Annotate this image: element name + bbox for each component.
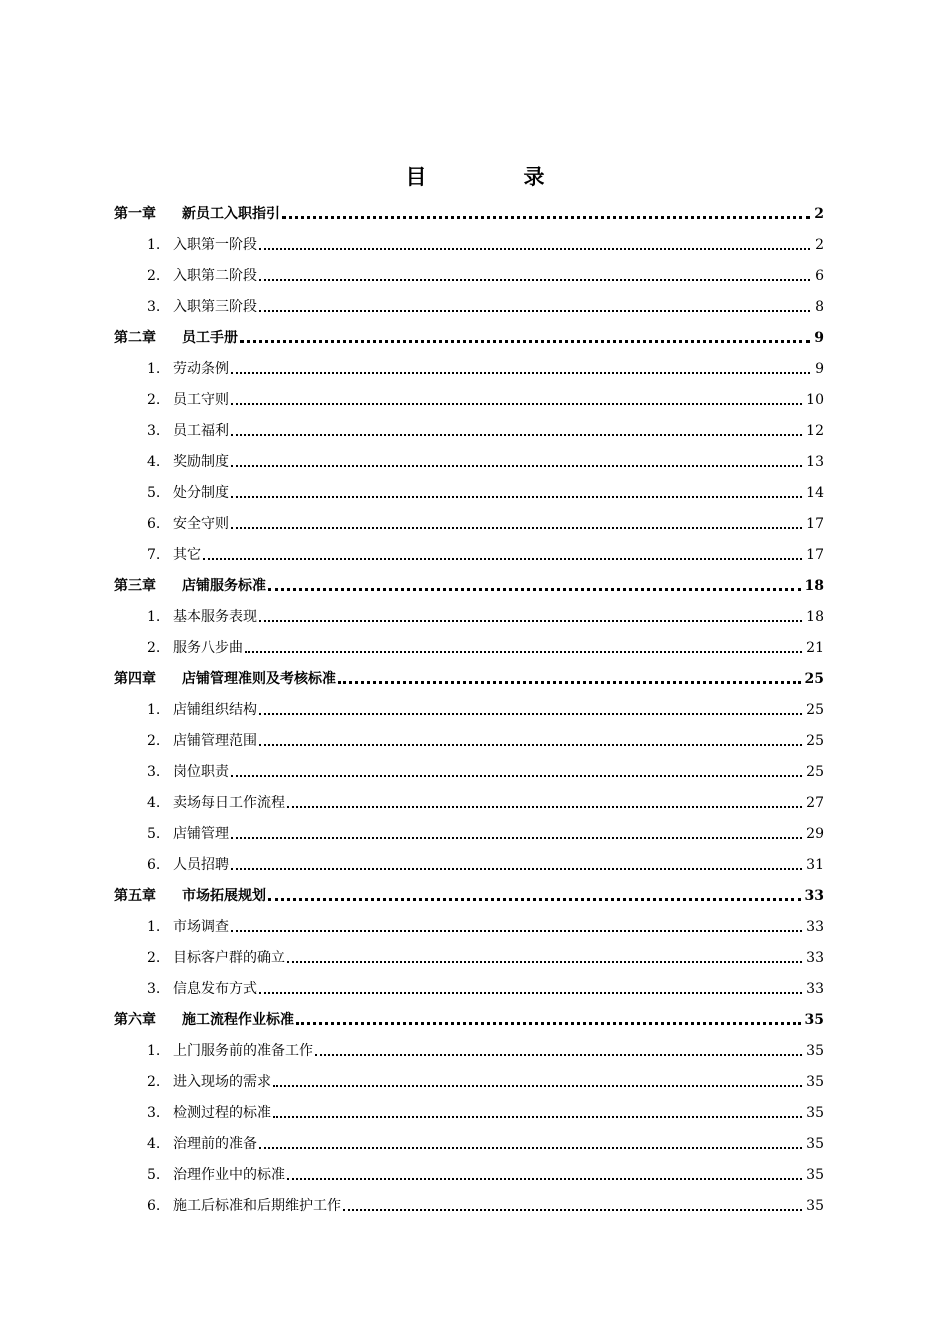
toc-entry-number: 1. bbox=[147, 919, 161, 935]
toc-entry-label: 治理作业中的标准 bbox=[173, 1167, 285, 1183]
toc-entry-page-number: 9 bbox=[814, 330, 824, 346]
dot-leader bbox=[259, 279, 810, 281]
toc-entry-number: 4. bbox=[147, 1136, 161, 1152]
toc-entry-number: 6. bbox=[147, 516, 161, 532]
toc-entry-label: 处分制度 bbox=[173, 485, 229, 501]
dot-leader bbox=[259, 744, 802, 746]
toc-entry-page-number: 17 bbox=[806, 516, 824, 532]
toc-section-entry[interactable] bbox=[114, 534, 824, 565]
toc-section-entry[interactable] bbox=[114, 286, 824, 317]
toc-entry-page-number: 35 bbox=[806, 1043, 824, 1059]
dot-leader bbox=[231, 434, 802, 436]
toc-entry-page-number: 33 bbox=[806, 950, 824, 966]
toc-entry-number: 第五章 bbox=[114, 888, 156, 904]
toc-entry-number: 第一章 bbox=[114, 206, 156, 222]
dot-leader bbox=[273, 1085, 802, 1087]
toc-entry-number: 第二章 bbox=[114, 330, 156, 346]
dot-leader bbox=[231, 775, 802, 777]
toc-entry-label: 信息发布方式 bbox=[173, 981, 257, 997]
toc-entry-number: 1. bbox=[147, 237, 161, 253]
toc-entry-label: 人员招聘 bbox=[173, 857, 229, 873]
toc-entry-page-number: 8 bbox=[815, 299, 824, 315]
toc-entry-label: 员工福利 bbox=[173, 423, 229, 439]
toc-chapter-entry[interactable] bbox=[114, 565, 824, 596]
dot-leader bbox=[231, 868, 802, 870]
dot-leader bbox=[315, 1054, 802, 1056]
toc-section-entry[interactable] bbox=[114, 751, 824, 782]
toc-entry-page-number: 10 bbox=[806, 392, 824, 408]
toc-section-entry[interactable] bbox=[114, 503, 824, 534]
toc-section-entry[interactable] bbox=[114, 441, 824, 472]
toc-section-entry[interactable] bbox=[114, 782, 824, 813]
toc-section-entry[interactable] bbox=[114, 1185, 824, 1216]
toc-section-entry[interactable] bbox=[114, 1030, 824, 1061]
dot-leader bbox=[273, 1116, 802, 1118]
toc-entry-label: 进入现场的需求 bbox=[173, 1074, 271, 1090]
toc-entry-page-number: 35 bbox=[806, 1136, 824, 1152]
dot-leader bbox=[231, 930, 802, 932]
toc-entry-number: 3. bbox=[147, 764, 161, 780]
toc-section-entry[interactable] bbox=[114, 627, 824, 658]
toc-entry-page-number: 35 bbox=[804, 1012, 824, 1028]
toc-entry-number: 第六章 bbox=[114, 1012, 156, 1028]
toc-section-entry[interactable] bbox=[114, 596, 824, 627]
dot-leader bbox=[287, 806, 802, 808]
toc-entry-number: 1. bbox=[147, 609, 161, 625]
toc-entry-page-number: 35 bbox=[806, 1198, 824, 1214]
toc-entry-label: 服务八步曲 bbox=[173, 640, 243, 656]
toc-entry-number: 2. bbox=[147, 640, 161, 656]
dot-leader bbox=[287, 961, 802, 963]
toc-entry-number: 5. bbox=[147, 1167, 161, 1183]
toc-title: 目 录 bbox=[405, 164, 583, 189]
dot-leader bbox=[259, 992, 802, 994]
toc-chapter-entry[interactable] bbox=[114, 193, 824, 224]
toc-entry-label: 安全守则 bbox=[173, 516, 229, 532]
toc-entry-number: 2. bbox=[147, 1074, 161, 1090]
toc-section-entry[interactable] bbox=[114, 720, 824, 751]
toc-entry-page-number: 17 bbox=[806, 547, 824, 563]
toc-entry-page-number: 33 bbox=[806, 919, 824, 935]
toc-section-entry[interactable] bbox=[114, 937, 824, 968]
toc-entry-number: 2. bbox=[147, 392, 161, 408]
toc-entry-page-number: 35 bbox=[806, 1074, 824, 1090]
toc-section-entry[interactable] bbox=[114, 1154, 824, 1185]
toc-entry-label: 检测过程的标准 bbox=[173, 1105, 271, 1121]
toc-entry-label: 基本服务表现 bbox=[173, 609, 257, 625]
toc-entry-number: 3. bbox=[147, 981, 161, 997]
toc-entry-number: 4. bbox=[147, 454, 161, 470]
toc-section-entry[interactable] bbox=[114, 379, 824, 410]
toc-entry-page-number: 27 bbox=[806, 795, 824, 811]
toc-entry-page-number: 33 bbox=[806, 981, 824, 997]
toc-entry-number: 3. bbox=[147, 1105, 161, 1121]
toc-entry-number: 第三章 bbox=[114, 578, 156, 594]
toc-section-entry[interactable] bbox=[114, 224, 824, 255]
toc-entry-page-number: 31 bbox=[806, 857, 824, 873]
toc-section-entry[interactable] bbox=[114, 472, 824, 503]
toc-section-entry[interactable] bbox=[114, 255, 824, 286]
toc-entry-label: 其它 bbox=[173, 547, 201, 563]
toc-entry-label: 入职第三阶段 bbox=[173, 299, 257, 315]
dot-leader bbox=[259, 1147, 802, 1149]
toc-section-entry[interactable] bbox=[114, 1061, 824, 1092]
toc-entry-page-number: 25 bbox=[806, 764, 824, 780]
toc-entry-number: 7. bbox=[147, 547, 161, 563]
toc-entry-label: 劳动条例 bbox=[173, 361, 229, 377]
toc-section-entry[interactable] bbox=[114, 968, 824, 999]
toc-entry-number: 3. bbox=[147, 299, 161, 315]
toc-entry-page-number: 6 bbox=[815, 268, 824, 284]
dot-leader bbox=[287, 1178, 802, 1180]
toc-entry-number: 1. bbox=[147, 1043, 161, 1059]
toc-entry-label: 店铺服务标准 bbox=[182, 578, 266, 594]
dot-leader bbox=[259, 620, 802, 622]
toc-entry-page-number: 29 bbox=[806, 826, 824, 842]
toc-section-entry[interactable] bbox=[114, 689, 824, 720]
toc-section-entry[interactable] bbox=[114, 906, 824, 937]
dot-leader bbox=[231, 837, 802, 839]
toc-section-entry[interactable] bbox=[114, 1123, 824, 1154]
toc-entry-label: 入职第一阶段 bbox=[173, 237, 257, 253]
dot-leader bbox=[203, 558, 802, 560]
dot-leader bbox=[240, 340, 810, 343]
toc-section-entry[interactable] bbox=[114, 844, 824, 875]
toc-entry-page-number: 18 bbox=[804, 578, 824, 594]
dot-leader bbox=[343, 1209, 802, 1211]
dot-leader bbox=[231, 496, 802, 498]
toc-entry-number: 6. bbox=[147, 1198, 161, 1214]
dot-leader bbox=[338, 681, 801, 684]
dot-leader bbox=[231, 527, 802, 529]
toc-entry-number: 第四章 bbox=[114, 671, 156, 687]
toc-entry-number: 2. bbox=[147, 950, 161, 966]
toc-section-entry[interactable] bbox=[114, 813, 824, 844]
toc-entry-page-number: 14 bbox=[806, 485, 824, 501]
dot-leader bbox=[296, 1022, 801, 1025]
toc-entry-label: 目标客户群的确立 bbox=[173, 950, 285, 966]
toc-entry-page-number: 35 bbox=[806, 1167, 824, 1183]
toc-entry-page-number: 18 bbox=[806, 609, 824, 625]
toc-entry-page-number: 12 bbox=[806, 423, 824, 439]
toc-entry-number: 1. bbox=[147, 361, 161, 377]
toc-entry-label: 岗位职责 bbox=[173, 764, 229, 780]
toc-entry-number: 1. bbox=[147, 702, 161, 718]
toc-entry-label: 店铺管理 bbox=[173, 826, 229, 842]
toc-entry-label: 店铺组织结构 bbox=[173, 702, 257, 718]
toc-entry-page-number: 25 bbox=[804, 671, 824, 687]
toc-entry-label: 上门服务前的准备工作 bbox=[173, 1043, 313, 1059]
toc-entry-page-number: 35 bbox=[806, 1105, 824, 1121]
dot-leader bbox=[259, 310, 810, 312]
toc-entry-page-number: 25 bbox=[806, 733, 824, 749]
toc-entry-page-number: 25 bbox=[806, 702, 824, 718]
toc-entry-number: 5. bbox=[147, 485, 161, 501]
dot-leader bbox=[259, 713, 802, 715]
dot-leader bbox=[282, 216, 810, 219]
toc-entry-page-number: 2 bbox=[814, 206, 824, 222]
toc-chapter-entry[interactable] bbox=[114, 658, 824, 689]
toc-entry-number: 2. bbox=[147, 268, 161, 284]
toc-entry-label: 市场调查 bbox=[173, 919, 229, 935]
toc-entry-label: 治理前的准备 bbox=[173, 1136, 257, 1152]
dot-leader bbox=[268, 898, 801, 901]
toc-section-entry[interactable] bbox=[114, 348, 824, 379]
toc-chapter-entry[interactable] bbox=[114, 317, 824, 348]
toc-entry-number: 3. bbox=[147, 423, 161, 439]
toc-entry-label: 新员工入职指引 bbox=[182, 206, 280, 222]
toc-entry-number: 2. bbox=[147, 733, 161, 749]
toc-section-entry[interactable] bbox=[114, 410, 824, 441]
dot-leader bbox=[231, 372, 810, 374]
dot-leader bbox=[268, 588, 801, 591]
toc-section-entry[interactable] bbox=[114, 1092, 824, 1123]
toc-entry-page-number: 2 bbox=[815, 237, 824, 253]
toc-entry-label: 施工流程作业标准 bbox=[182, 1012, 294, 1028]
table-of-contents bbox=[114, 193, 824, 1216]
toc-entry-page-number: 21 bbox=[806, 640, 824, 656]
toc-entry-label: 卖场每日工作流程 bbox=[173, 795, 285, 811]
dot-leader bbox=[231, 403, 802, 405]
toc-entry-label: 店铺管理范围 bbox=[173, 733, 257, 749]
toc-entry-number: 5. bbox=[147, 826, 161, 842]
dot-leader bbox=[259, 248, 810, 250]
toc-entry-label: 施工后标准和后期维护工作 bbox=[173, 1198, 341, 1214]
toc-entry-label: 店铺管理准则及考核标准 bbox=[182, 671, 336, 687]
toc-entry-label: 员工手册 bbox=[182, 330, 238, 346]
toc-entry-number: 4. bbox=[147, 795, 161, 811]
toc-entry-number: 6. bbox=[147, 857, 161, 873]
toc-entry-label: 市场拓展规划 bbox=[182, 888, 266, 904]
toc-entry-label: 入职第二阶段 bbox=[173, 268, 257, 284]
toc-entry-label: 奖励制度 bbox=[173, 454, 229, 470]
toc-chapter-entry[interactable] bbox=[114, 875, 824, 906]
toc-entry-page-number: 9 bbox=[815, 361, 824, 377]
dot-leader bbox=[245, 651, 802, 653]
dot-leader bbox=[231, 465, 802, 467]
toc-entry-label: 员工守则 bbox=[173, 392, 229, 408]
toc-chapter-entry[interactable] bbox=[114, 999, 824, 1030]
toc-entry-page-number: 13 bbox=[806, 454, 824, 470]
toc-entry-page-number: 33 bbox=[804, 888, 824, 904]
